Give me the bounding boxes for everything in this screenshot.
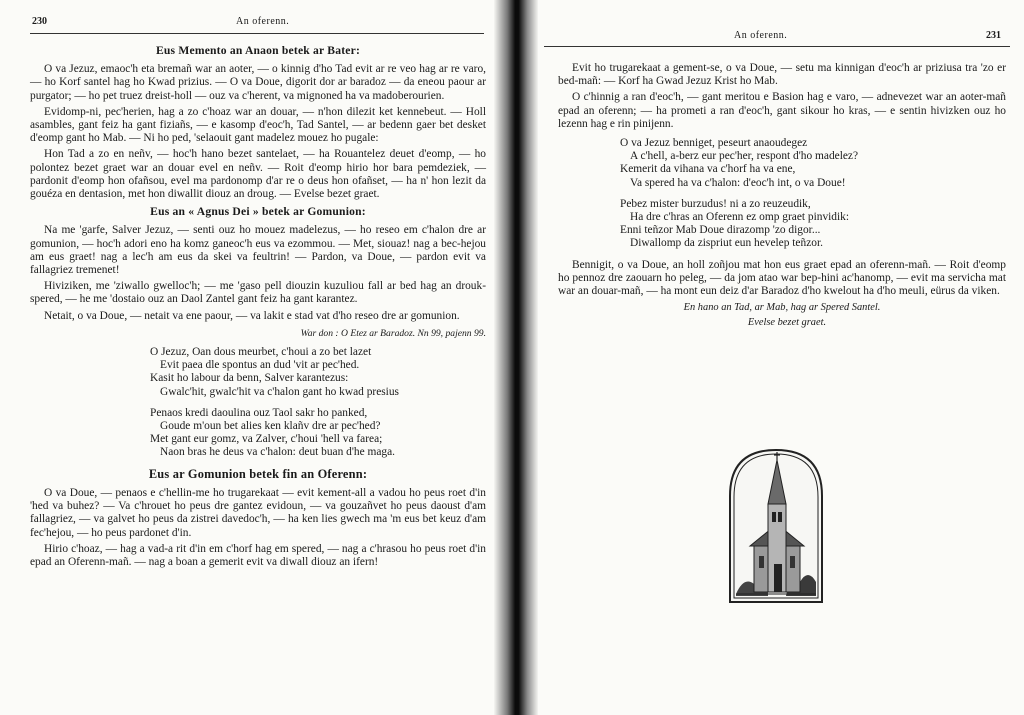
section-heading-memento: Eus Memento an Anaon betek ar Bater: xyxy=(155,44,361,57)
page-number-left: 230 xyxy=(32,16,47,27)
running-head-right: An oferenn. xyxy=(734,30,788,41)
verse-line: Gwalc'hit, gwalc'hit va c'halon gant ho kwad presius xyxy=(160,385,399,398)
paragraph: O va Doue, — penaos e c'hellin-me ho trugarekaat — evit kement-all a vadou ho peus roet d'in 'hed va buhez? — Va c'hrouet ho peus dre gantez evidoun, — va gouzañvet ho peus daoust d'am fallagriez, — va galvet ho peus da zistrei davedoc'h, — ha ken lies gwech ma 'm eus bet keuz d'am fec'hejou, — ho peus pardonet d'in. xyxy=(30,486,486,539)
verse-line: Va spered ha va c'halon: d'eoc'h int, o va Doue! xyxy=(630,176,846,189)
verse-line: Ha dre c'hras an Oferenn ez omp graet pinvidik: xyxy=(630,211,850,224)
right-page-body xyxy=(558,62,1006,330)
verse-line: Evit paea dle spontus an dud 'vit ar pec'hed. xyxy=(160,359,360,372)
header-rule-left xyxy=(30,33,484,34)
paragraph: Netait, o va Doue, — netait va ene paour, — va lakit e stad vat d'ho reseo dre ar gomunion. xyxy=(44,309,460,322)
paragraph: Hiviziken, me 'ziwallo gwelloc'h; — me 'gaso pell diouzin kuzuliou fall ar bed hag an drouk-spered, — he me 'dostaio ouz an Daol Zantel gant feiz ha gant karantez. xyxy=(30,280,486,306)
church-vignette-icon xyxy=(724,444,828,604)
verse-line: Goude m'oun bet alies ken klañv dre ar pec'hed? xyxy=(160,420,381,433)
left-page-body xyxy=(30,40,486,572)
paragraph: Hon Tad a zo en neñv, — hoc'h hano bezet santelaet, — ha Rouantelez deuet d'eomp, — ho polontez bezet graet war an douar evel en neñv. — Roit d'eomp hirio hor bara pemdeziek, — pardonit d'eomp hon ofañsou, evel ma pardonomp d'ar re o deus hon ofañset, — ha n' hon lezit da gouéza en dentasion, met hon diwallit diouz an droug. — Evelse bezet graet. xyxy=(30,148,486,201)
closing-blessing: En hano an Tad, ar Mab, hag ar Spered Santel. xyxy=(683,302,881,314)
verse-line: A c'hell, a-berz eur pec'her, respont d'ho madelez? xyxy=(630,150,859,163)
verse-line: Kemerit da vihana va c'horf ha va ene, xyxy=(620,163,796,176)
hymn-source-note: War don : O Etez ar Baradoz. Nn 99, pajenn 99. xyxy=(300,327,486,339)
paragraph: O va Jezuz, emaoc'h eta bremañ war an aoter, — o kinnig d'ho Tad evit ar re veo hag ar re varo, — ho Korf santel hag ho Kwad prizius. — O va Doue, digorit dor ar baradoz — da eneou paour ar purgator; — ho pet truez dreist-holl — ouz va c'herent, va mignoned ha va madoberourien. xyxy=(30,63,486,102)
verse-line: Pebez mister burzudus! ni a zo reuzeudik, xyxy=(620,197,811,210)
hymn-verse-right xyxy=(558,137,1006,251)
page-number-right: 231 xyxy=(986,30,1001,41)
paragraph: Na me 'garfe, Salver Jezuz, — senti ouz ho mouez madelezus, — ho reseo em c'halon dre ar gomunion, — hoc'h adori eno ha komz ganeoc'h eus va ezommou. — Met, siouaz! nag a bec-hejou am eus graet! nag a lec'h am eus da skei va feultrin! — Pardon, va Doue, — pardon evit va fallagriez tremenet! xyxy=(30,224,486,277)
closing-amen xyxy=(558,316,1006,329)
verse-line: Diwallomp da zispriut eun hevelep teñzor. xyxy=(630,237,823,250)
right-page xyxy=(538,0,1024,715)
verse-line: Met gant eur gomz, va Zalver, c'houi 'hell va farea; xyxy=(150,433,383,446)
verse-line: Kasit ho labour da benn, Salver karantezus: xyxy=(150,372,349,385)
paragraph: O c'hinnig a ran d'eoc'h, — gant meritou e Basion hag e varo, — adnevezet war an aoter-mañ epad an oferenn; — ha prometi a ran d'eoc'h, gant sikour ho kras, — e sentin hivizken ouz ho lezenn hag e rin pinijenn. xyxy=(558,91,1006,130)
verse-line: Penaos kredi daoulina ouz Taol sakr ho panked, xyxy=(150,406,368,419)
verse-line: Enni teñzor Mab Doue dirazomp 'zo digor... xyxy=(620,224,821,237)
paragraph: Bennigit, o va Doue, an holl zoñjou mat hon eus graet epad an oferenn-mañ. — Roit d'eomp ho pennoz dre zaouarn ho peleg, — da jom atao war bep-hini ac'hanomp, — evit ma servicha mat war an douar-mañ, — ha mont eun deiz d'ar Baradoz d'ho kwelout ha d'ho meuli, eürus da viken. xyxy=(558,258,1006,298)
running-head-left: An oferenn. xyxy=(236,16,290,27)
section-heading-communion: Eus ar Gomunion betek fin an Oferenn: xyxy=(148,466,368,481)
hymn-verse-left xyxy=(30,346,486,460)
verse-line: Naon bras he deus va c'halon: deut buan d'he maga. xyxy=(160,446,396,459)
header-rule-right xyxy=(544,46,1010,47)
verse-line: O Jezuz, Oan dous meurbet, c'houi a zo bet lazet xyxy=(150,346,372,359)
closing-amen-text: Evelse bezet graet. xyxy=(747,317,827,329)
section-heading-agnus-dei: Eus an « Agnus Dei » betek ar Gomunion: xyxy=(150,205,366,219)
left-page xyxy=(0,0,494,715)
verse-line: O va Jezuz benniget, peseurt anaoudegez xyxy=(620,137,808,150)
paragraph: Evit ho trugarekaat a gement-se, o va Doue, — setu ma kinnigan d'eoc'h ar priziusa tra 'zo er bed-mañ: — Korf ha Gwad Jezuz Krist ho Mab. xyxy=(558,62,1006,88)
paragraph: Hirio c'hoaz, — hag a vad-a rit d'in em c'horf hag em spered, — nag a c'hrasou ho peus roet d'in epad an Oferenn-mañ. — nag a boan a gemerit evit va diwall diouz an ifern! xyxy=(30,542,486,568)
book-gutter xyxy=(494,0,538,715)
paragraph: Evidomp-ni, pec'herien, hag a zo c'hoaz war an douar, — n'hon dilezit ket kennebeut. — Holl asambles, gant feiz ha gant fiziañs, — e kasomp d'eoc'h, Tad Santel, — ar bedenn gaer bet desket d'eomp gant ho Mab. — Ni ho ped, 'selaouit gant madelez mouez ho pugale: xyxy=(30,105,486,145)
